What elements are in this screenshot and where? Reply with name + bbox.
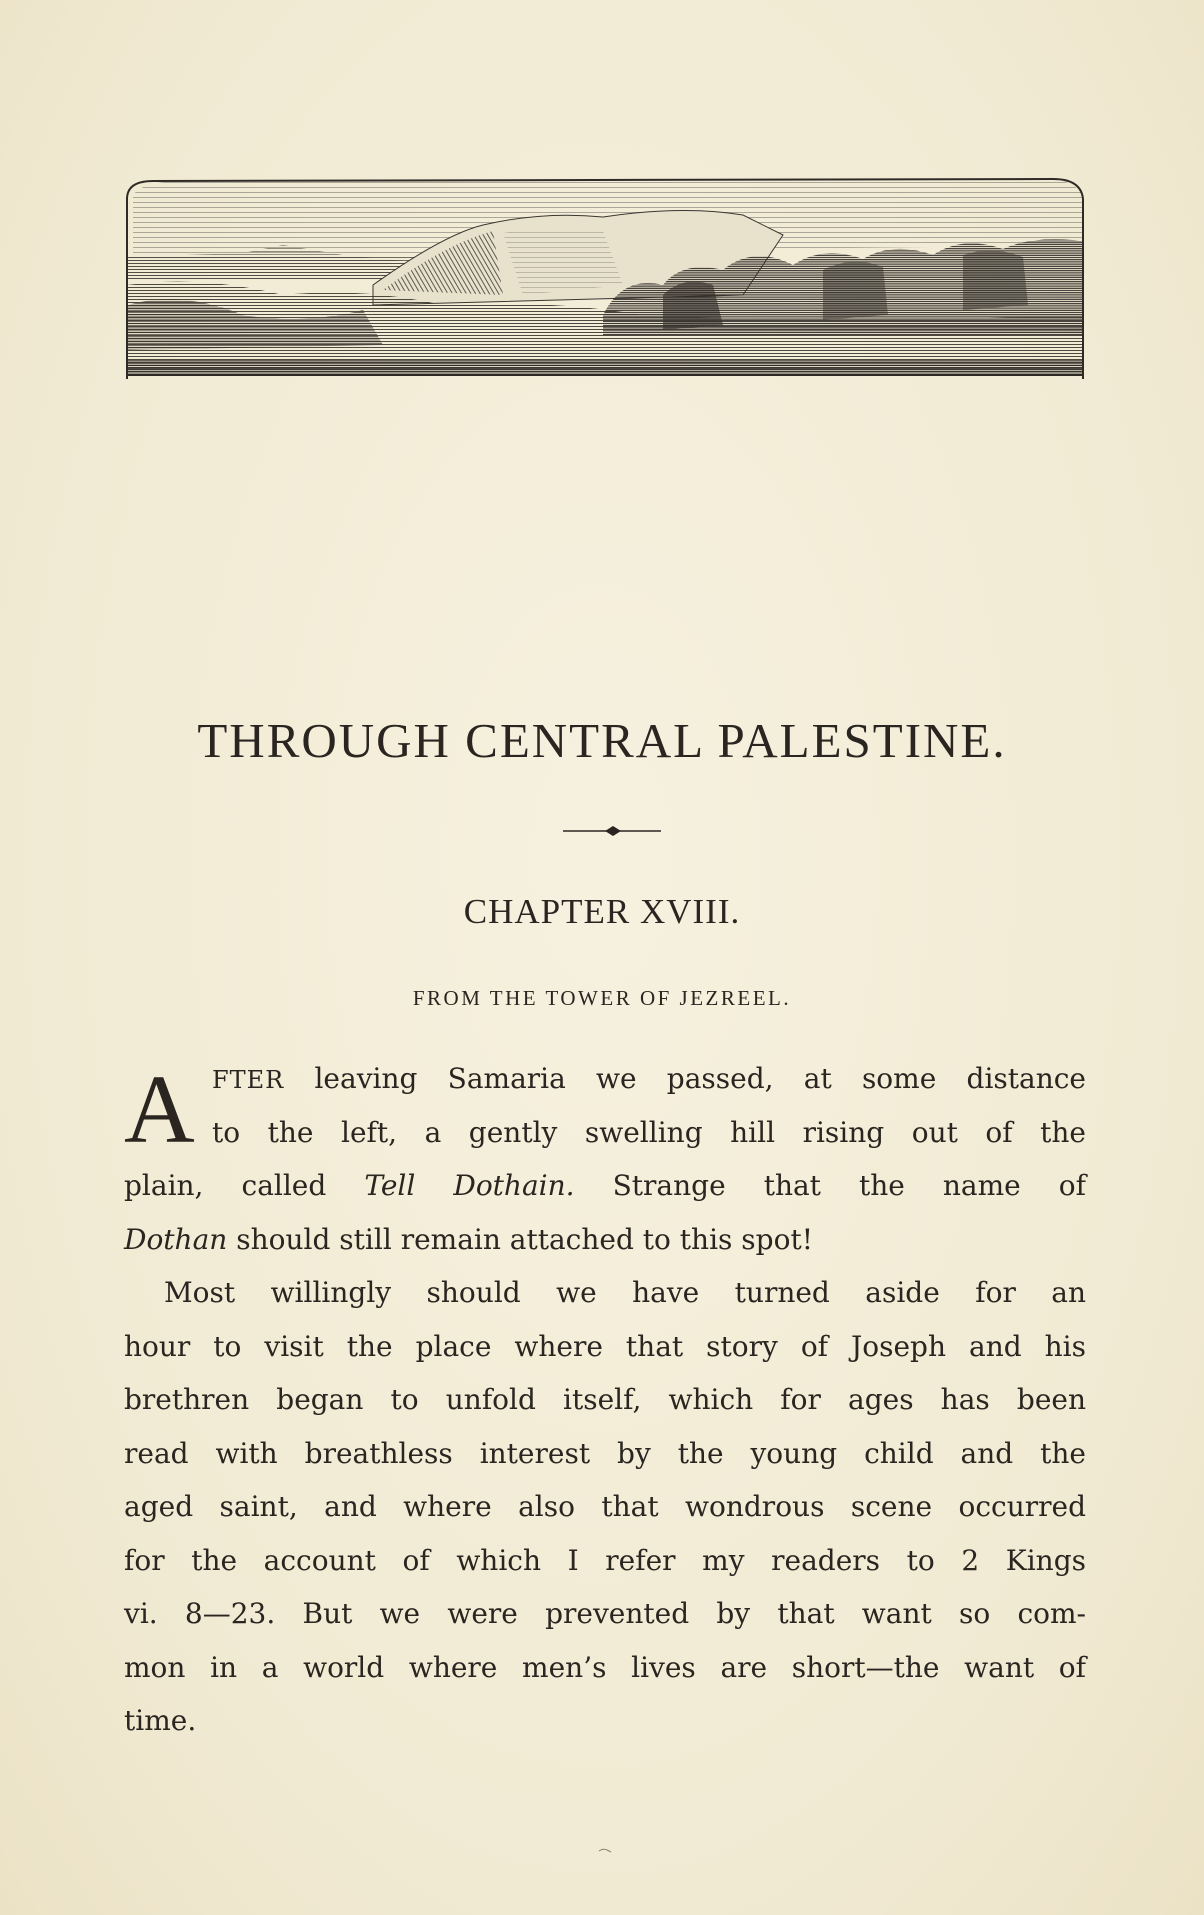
- text-line: to the left, a gently swelling hill rising out of the: [212, 1115, 1086, 1149]
- body-text: [124, 1052, 1086, 1748]
- drop-cap: A: [124, 1056, 195, 1164]
- footer-mark: [598, 1847, 612, 1853]
- paragraph-2: [124, 1266, 1086, 1748]
- text-line: mon in a world where men’s lives are short—the want of: [124, 1650, 1086, 1684]
- text-span: plain, called: [124, 1169, 365, 1202]
- text-line: Most willingly should we have turned aside for an: [164, 1276, 1086, 1309]
- text-span: Strange that the name of: [574, 1169, 1086, 1202]
- text-span: should still remain attached to this spot!: [227, 1222, 813, 1256]
- text-line: [124, 1052, 1086, 1106]
- landscape-engraving-headpiece: [123, 175, 1087, 393]
- text-line: time.: [124, 1704, 197, 1737]
- text-italic: Tell Dothain.: [364, 1169, 575, 1202]
- text-line: read with breathless interest by the young child and the: [124, 1436, 1086, 1470]
- text-line: [124, 1159, 1086, 1213]
- dash-diamond-dash-ornament-icon: [563, 823, 661, 839]
- chapter-subtitle: FROM THE TOWER OF JEZREEL.: [412, 986, 792, 1010]
- text-line: brethren began to unfold itself, which for ages has been: [124, 1383, 1086, 1416]
- text-italic: Dothan: [124, 1222, 228, 1256]
- chapter-heading: CHAPTER XVIII.: [463, 892, 741, 931]
- text-line: hour to visit the place where that story of Joseph and his: [124, 1329, 1086, 1363]
- paragraph-1: [124, 1052, 1086, 1266]
- main-title: THROUGH CENTRAL PALESTINE.: [197, 713, 1007, 768]
- text-smallcap: FTER: [212, 1066, 285, 1094]
- text-line: aged saint, and where also that wondrous scene occurred: [124, 1490, 1086, 1523]
- text-span: leaving Samaria we passed, at some distance: [284, 1062, 1086, 1095]
- text-line: vi. 8—23. But we were prevented by that want so com-: [124, 1597, 1086, 1630]
- text-line: for the account of which I refer my readers to 2 Kings: [124, 1543, 1086, 1577]
- text-line: [124, 1213, 1086, 1267]
